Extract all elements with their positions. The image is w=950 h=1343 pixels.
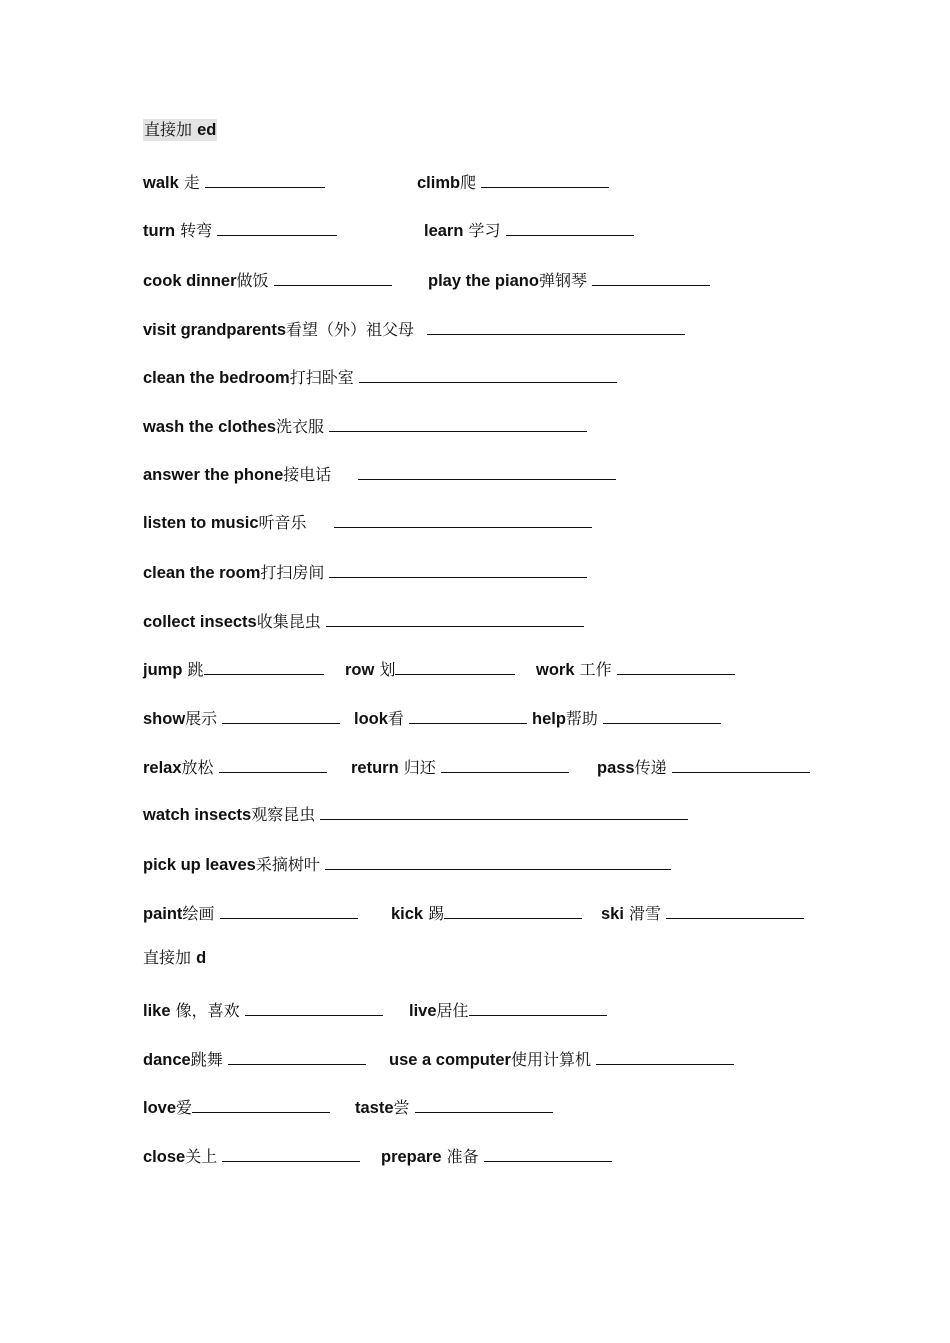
answer-blank[interactable]: [444, 901, 582, 919]
word-zh: 使用计算机: [510, 1050, 591, 1069]
answer-blank[interactable]: [481, 170, 609, 188]
answer-blank[interactable]: [672, 755, 810, 773]
word-zh: 关上: [185, 1147, 218, 1166]
word-en: ski: [601, 905, 624, 923]
word-en: pick up leaves: [143, 856, 256, 874]
vocab-item: [143, 657, 324, 681]
word-zh: 爱: [176, 1098, 193, 1117]
vocab-item: [597, 755, 810, 779]
vocab-item: [143, 755, 327, 779]
word-zh: 接电话: [283, 465, 332, 484]
vocab-item: [389, 1047, 734, 1071]
word-zh: 走: [183, 173, 200, 192]
word-zh: 尝: [393, 1098, 410, 1117]
vocab-item: [143, 802, 688, 826]
word-en: listen to music: [143, 514, 259, 532]
answer-blank[interactable]: [326, 609, 584, 627]
answer-blank[interactable]: [359, 365, 617, 383]
word-en: cook dinner: [143, 272, 237, 290]
vocab-item: [601, 901, 804, 925]
answer-blank[interactable]: [228, 1047, 366, 1065]
answer-blank[interactable]: [506, 218, 634, 236]
vocab-item: [143, 1144, 360, 1168]
word-zh: 洗衣服: [275, 417, 324, 436]
answer-blank[interactable]: [666, 901, 804, 919]
vocab-item: [143, 998, 383, 1022]
section-heading-ed: [143, 119, 217, 141]
word-en: collect insects: [143, 613, 257, 631]
word-zh: 看: [387, 709, 404, 728]
answer-blank[interactable]: [205, 170, 325, 188]
answer-blank[interactable]: [358, 462, 616, 480]
word-zh: 收集昆虫: [256, 612, 321, 631]
answer-blank[interactable]: [334, 510, 592, 528]
vocab-item: [428, 268, 710, 292]
answer-blank[interactable]: [320, 802, 688, 820]
word-en: visit grandparents: [143, 321, 287, 339]
answer-blank[interactable]: [245, 998, 383, 1016]
word-zh: 观察昆虫: [251, 805, 316, 824]
word-en: learn: [424, 222, 464, 240]
answer-blank[interactable]: [469, 998, 607, 1016]
vocab-item: [143, 218, 337, 242]
vocab-item: [143, 365, 617, 389]
word-en: show: [143, 710, 186, 728]
answer-blank[interactable]: [325, 852, 671, 870]
word-zh: 跳: [187, 660, 204, 679]
vocab-item: [143, 1047, 366, 1071]
answer-blank[interactable]: [219, 755, 327, 773]
word-zh: 工作: [579, 660, 612, 679]
word-en: use a computer: [389, 1051, 511, 1069]
vocab-item: [381, 1144, 612, 1168]
vocab-item: [143, 609, 584, 633]
word-en: play the piano: [428, 272, 539, 290]
word-zh: 做饭: [236, 271, 269, 290]
answer-blank[interactable]: [222, 706, 340, 724]
heading-en: ed: [197, 121, 217, 139]
section-heading-d: [143, 947, 206, 969]
word-en: turn: [143, 222, 176, 240]
word-en: climb: [417, 174, 461, 192]
vocab-item: [424, 218, 634, 242]
word-zh: 传递: [634, 758, 667, 777]
vocab-item: [143, 510, 592, 534]
word-en: wash the clothes: [143, 418, 276, 436]
answer-blank[interactable]: [274, 268, 392, 286]
word-en: help: [532, 710, 566, 728]
word-en: paint: [143, 905, 183, 923]
answer-blank[interactable]: [217, 218, 337, 236]
word-zh: 打扫房间: [260, 563, 325, 582]
vocab-item: [143, 560, 587, 584]
word-en: love: [143, 1099, 177, 1117]
word-zh: 爬: [460, 173, 477, 192]
answer-blank[interactable]: [596, 1047, 734, 1065]
answer-blank[interactable]: [592, 268, 710, 286]
answer-blank[interactable]: [427, 317, 685, 335]
word-zh: 绘画: [182, 904, 215, 923]
vocab-item: [409, 998, 607, 1022]
word-zh: 归还: [403, 758, 436, 777]
answer-blank[interactable]: [603, 706, 721, 724]
vocab-item: [536, 657, 735, 681]
vocab-item: [351, 755, 569, 779]
vocab-item: [355, 1095, 553, 1119]
vocab-item: [143, 462, 616, 486]
answer-blank[interactable]: [329, 414, 587, 432]
word-zh: 帮助: [565, 709, 598, 728]
answer-blank[interactable]: [409, 706, 527, 724]
vocab-item: [143, 268, 392, 292]
word-zh: 像，喜欢: [175, 1001, 240, 1020]
word-zh: 放松: [181, 758, 214, 777]
word-zh: 听音乐: [258, 513, 307, 532]
word-en: pass: [597, 759, 635, 777]
word-en: taste: [355, 1099, 394, 1117]
word-en: clean the room: [143, 564, 261, 582]
word-en: look: [354, 710, 388, 728]
word-zh: 居住: [436, 1001, 469, 1020]
word-en: live: [409, 1002, 437, 1020]
heading-zh: 直接加: [143, 948, 192, 967]
vocab-item: [417, 170, 609, 194]
word-zh: 跳舞: [190, 1050, 223, 1069]
answer-blank[interactable]: [222, 1144, 360, 1162]
word-en: close: [143, 1148, 186, 1166]
answer-blank[interactable]: [415, 1095, 553, 1113]
word-zh: 看望（外）祖父母: [286, 320, 415, 339]
vocab-item: [143, 317, 685, 341]
vocab-item: [143, 852, 671, 876]
vocab-item: [345, 657, 515, 681]
word-en: watch insects: [143, 806, 252, 824]
vocab-item: [532, 706, 721, 730]
word-en: clean the bedroom: [143, 369, 290, 387]
heading-en: d: [196, 949, 207, 967]
vocab-item: [143, 170, 325, 194]
answer-blank[interactable]: [220, 901, 358, 919]
vocab-item: [391, 901, 582, 925]
word-en: return: [351, 759, 399, 777]
vocab-item: [143, 706, 340, 730]
word-en: dance: [143, 1051, 191, 1069]
word-en: kick: [391, 905, 424, 923]
word-en: prepare: [381, 1148, 442, 1166]
answer-blank[interactable]: [617, 657, 735, 675]
word-en: like: [143, 1002, 171, 1020]
word-zh: 学习: [468, 221, 501, 240]
word-en: walk: [143, 174, 179, 192]
word-zh: 采摘树叶: [255, 855, 320, 874]
answer-blank[interactable]: [192, 1095, 330, 1113]
word-en: relax: [143, 759, 182, 777]
vocab-item: [354, 706, 527, 730]
word-en: row: [345, 661, 375, 679]
answer-blank[interactable]: [395, 657, 515, 675]
word-zh: 准备: [446, 1147, 479, 1166]
vocab-item: [143, 1095, 330, 1119]
heading-zh: 直接加: [144, 120, 193, 139]
word-zh: 滑雪: [629, 904, 662, 923]
word-en: work: [536, 661, 575, 679]
word-zh: 打扫卧室: [289, 368, 354, 387]
word-zh: 踢: [428, 904, 445, 923]
word-zh: 弹钢琴: [538, 271, 587, 290]
word-zh: 展示: [185, 709, 218, 728]
answer-blank[interactable]: [441, 755, 569, 773]
answer-blank[interactable]: [484, 1144, 612, 1162]
vocab-item: [143, 901, 358, 925]
word-en: jump: [143, 661, 183, 679]
answer-blank[interactable]: [204, 657, 324, 675]
word-zh: 划: [379, 660, 396, 679]
answer-blank[interactable]: [329, 560, 587, 578]
word-en: answer the phone: [143, 466, 284, 484]
vocab-item: [143, 414, 587, 438]
word-zh: 转弯: [180, 221, 213, 240]
